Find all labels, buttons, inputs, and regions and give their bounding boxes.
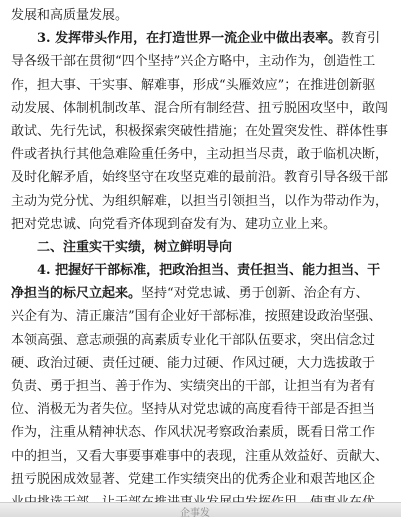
text-line: 件或者执行其他急难险重任务中，主动担当尽责，敢于临机决断， (11, 147, 389, 163)
text-line: 扭亏脱困成效显著、党建工作实绩突出的优秀企业和艰苦地区企 (11, 471, 376, 487)
text-line: 及时化解矛盾，始终坚守在攻坚克难的最前沿。教育引导各级干部 (11, 170, 389, 186)
text-line (11, 282, 393, 305)
text-line: 作，担大事、干实事、解难事，形成“头雁效应”；在推进创新驱 (11, 77, 376, 93)
bold-lead-text: 净担当的标尺立起来。 (11, 286, 142, 302)
text-line (11, 259, 393, 282)
section-heading: 二、注重实干实绩，树立鲜明导向 (37, 239, 233, 255)
text-line: 敢试、先行先试，积极探索突破性措施；在处置突发性、群体性事 (11, 123, 389, 139)
text-line: 负责、勇于担当、善于作为、实绩突出的干部，让担当有为者有 (11, 379, 376, 394)
text-line: 硬、政治过硬、责任过硬、能力过硬、作风过硬，大力选拔敢于 (11, 355, 376, 371)
text-line: 位、消极无为者失位。坚持从对党忠诚的高度看待干部是否担当 (11, 402, 376, 418)
text-line: 主动为党分忧、为组织解难，以担当引领担当，以作为带动作为， (11, 193, 389, 209)
text-line: 发展和高质量发展。 (11, 8, 129, 23)
body-text: 坚持“对党忠诚、勇于创新、治企有方、 (141, 286, 369, 302)
cut-off-footer-text: 企事发 (180, 508, 210, 517)
text-line: 本领高强、意志顽强的高素质专业化干部队伍要求，突出信念过 (11, 332, 376, 348)
text-line: 把对党忠诚、向党看齐体现到奋发有为、建功立业上来。 (11, 216, 337, 232)
text-line: 中的担当，又看大事要事难事中的表现，注重从效益好、贡献大、 (11, 448, 389, 464)
text-line: 作为，注重从精神状态、作风状况考察政治素质，既看日常工作 (11, 425, 376, 441)
bold-lead-text: 3. 发挥带头作用，在打造世界一流企业中做出表率。 (37, 31, 342, 47)
page-bottom-edge (0, 502, 401, 517)
text-line: 导各级干部在贯彻“四个坚持”兴企方略中，主动作为，创造性工 (11, 54, 376, 70)
text-line (11, 27, 393, 50)
body-text: 教育引 (341, 31, 381, 47)
text-line: 兴企有为、清正廉洁”国有企业好干部标准，按照建设政治坚强、 (11, 309, 382, 325)
bold-lead-text: 4. 把握好干部标准，把政治担当、责任担当、能力担当、干 (37, 263, 381, 279)
text-line: 动发展、体制机制改革、混合所有制经营、扭亏脱困攻坚中，敢闯 (11, 100, 389, 116)
